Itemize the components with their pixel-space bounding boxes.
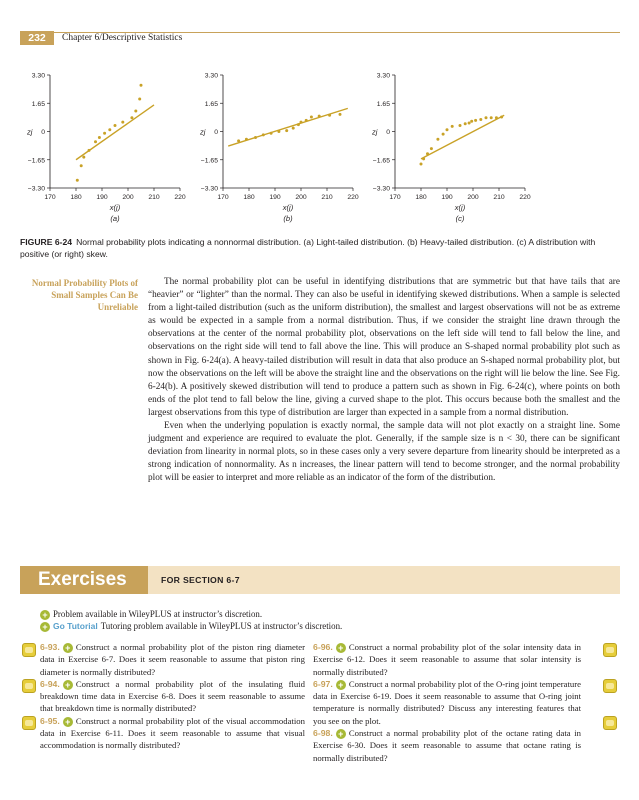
exercise-6-93 [40, 641, 305, 678]
data-point [300, 121, 303, 124]
data-point [470, 120, 473, 123]
panel-label: (c) [455, 214, 465, 223]
y-tick-label: 0 [41, 129, 45, 136]
data-point [468, 121, 471, 124]
data-point [237, 139, 240, 142]
y-tick-label: 1.65 [376, 100, 390, 108]
body-paragraph-1: The normal probability plot can be useful in identifying distributions that are symmetric but that have tails that are “heavier” or “lighter” than the normal. They can also be useful in identifying skewed distributions. When a sample is selected from a light-tailed distribution (such as the uniform distribution), the smallest and largest observations will not be as extreme as would be expected in a sample from a normal distribution. Thus, if we consider the straight line drawn through the observations at the center of the normal probability plot, observations on the left side will tend to fall below the line, and observations on the right side will tend to fall above the line. This will produce an S-shaped normal probability plot such as shown in Fig. 6-24(a). A heavy-tailed distribution will result in data that also produce an S-shaped normal probability plot, but now the observations on the left will be above the straight line and the observations on the right will lie below the line. See Fig. 6-24(b). A positively skewed distribution will tend to produce a pattern such as shown in Fig. 6-24(c), where points on both ends of the plot tend to fall below the line, giving a curved shape to the plot. This occurs because both the smallest and the largest observations from this type of distribution are larger than expected in a sample from a normal distribution. [148, 277, 620, 418]
x-tick-label: 200 [295, 194, 307, 201]
data-point [297, 123, 300, 126]
data-point [134, 109, 137, 112]
exercise-6-98 [313, 727, 581, 764]
y-tick-label: −1.65 [372, 157, 390, 165]
x-tick-label: 200 [467, 194, 479, 201]
exercise-text: Construct a normal probability plot of the piston ring diameter data in Exercise 6-7. Does it seem reasonable to assume that piston ring diameter is normally distributed? [40, 642, 305, 677]
legend-tutorial [40, 620, 342, 632]
page-number: 232 [20, 31, 54, 45]
exercise-number: 6-93. [40, 642, 60, 652]
data-point [292, 127, 295, 130]
y-tick-label: 3.30 [376, 72, 390, 80]
x-tick-label: 190 [269, 194, 281, 201]
data-point [285, 129, 288, 132]
plus-icon: + [63, 680, 73, 690]
x-tick-label: 210 [321, 194, 333, 201]
x-tick-label: 180 [243, 194, 255, 201]
data-point [420, 163, 423, 166]
figure-6-24a-plot [20, 63, 195, 228]
x-tick-label: 210 [148, 194, 160, 201]
data-point [446, 128, 449, 131]
margin-heading: Normal Probability Plots of Small Samples Can Be Unreliable [31, 278, 138, 312]
data-point [130, 116, 133, 119]
data-point [430, 147, 433, 150]
exercise-6-94 [40, 678, 305, 715]
exercises-banner [20, 566, 620, 594]
y-tick-label: 3.30 [31, 72, 45, 80]
exercises-section: FOR SECTION 6-7 [161, 575, 240, 585]
y-tick-label: −3.30 [200, 185, 218, 193]
x-tick-label: 220 [174, 194, 186, 201]
y-axis-label: zj [200, 127, 206, 137]
normal-plot-a [20, 63, 195, 228]
data-point [490, 116, 493, 119]
body-paragraph-2: Even when the underlying population is exactly normal, the sample data will not plot exactly on a straight line. Some judgment and experience are required to evaluate the plot. Generally, if the sample size is n < 30, there can be significant deviation from linearity in normal plots, so in these cases only a very severe departure from linearity should be interpreted as a strong indication of nonnormality. As n increases, the linear pattern will tend to become stronger, and the normal probability plot will be easier to interpret and more reliable as an indicator of the form of the distribution. [148, 421, 620, 484]
y-tick-label: −3.30 [372, 185, 390, 193]
data-point [140, 84, 143, 87]
figure-caption-text: Normal probability plots indicating a nonnormal distribution. (a) Light-tailed distribution. (b) Heavy-tailed distribution. (c) A distribution with positive (or right) skew. [20, 237, 596, 259]
figure-label: FIGURE 6-24 [20, 237, 73, 247]
y-axis-label: zj [27, 127, 33, 137]
plus-icon: + [40, 610, 50, 620]
book-icon [22, 716, 36, 730]
book-icon [603, 679, 617, 693]
normal-plot-b [193, 63, 368, 228]
exercise-text: Construct a normal probability plot of the O-ring joint temperature data in Exercise 6-19. Does it seem reasonable to assume that O-ring joint temperature is normally distributed? Discuss any interesting features that you see on the plot. [313, 678, 581, 726]
x-tick-label: 210 [493, 194, 505, 201]
data-point [328, 114, 331, 117]
exercises-right-column [313, 641, 581, 764]
body-text [148, 276, 620, 486]
data-point [422, 157, 425, 160]
exercise-text: Construct a normal probability plot of the visual accommodation data in Exercise 6-11. Does it seem reasonable to assume that visual accommodation is normally distributed? [40, 715, 305, 751]
exercises-title: Exercises [20, 566, 148, 594]
legend-line-1: Problem available in WileyPLUS at instructor’s discretion. [53, 609, 263, 619]
data-point [479, 118, 482, 121]
go-tutorial-link[interactable]: Go Tutorial [53, 621, 98, 631]
figure-6-24c-plot [365, 63, 540, 228]
x-axis-label: x(j) [282, 203, 294, 212]
x-tick-label: 170 [217, 194, 229, 201]
data-point [459, 124, 462, 127]
y-tick-label: 0 [214, 129, 218, 136]
y-axis-label: zj [372, 127, 378, 137]
data-point [254, 136, 257, 139]
exercise-number: 6-95. [40, 715, 60, 726]
data-point [98, 136, 101, 139]
exercise-number: 6-94. [40, 678, 60, 689]
data-point [436, 138, 439, 141]
x-tick-label: 170 [44, 194, 56, 201]
exercise-6-96 [313, 641, 581, 678]
x-tick-label: 180 [415, 194, 427, 201]
y-tick-label: 0 [386, 129, 390, 136]
data-point [103, 132, 106, 135]
data-point [451, 125, 454, 128]
exercise-text: Construct a normal probability plot of the solar intensity data in Exercise 6-12. Does it seem reasonable to assume that solar intensity is normally distributed? [313, 642, 581, 677]
normal-plot-c [365, 63, 540, 228]
exercise-number: 6-96. [313, 642, 333, 652]
data-point [305, 119, 308, 122]
exercise-text: Construct a normal probability plot of the octane rating data in Exercise 6-30. Does it seem reasonable to assume that octane rating is normally distributed? [313, 728, 581, 763]
data-point [442, 133, 445, 136]
reference-line [421, 115, 504, 159]
data-point [485, 116, 488, 119]
book-icon [22, 679, 36, 693]
figure-caption [20, 236, 620, 260]
book-icon [603, 643, 617, 657]
data-point [277, 130, 280, 133]
exercise-text: Construct a normal probability plot of the insulating fluid breakdown time data in Exercise 6-8. Does it seem reasonable to assume that breakdown time is normally distributed? [40, 678, 305, 714]
plus-icon: + [336, 643, 346, 653]
reference-line [76, 105, 154, 160]
x-axis-label: x(j) [109, 203, 121, 212]
x-tick-label: 220 [347, 194, 359, 201]
y-tick-label: 1.65 [204, 100, 218, 108]
plus-icon: + [63, 643, 73, 653]
exercise-6-97 [313, 678, 581, 727]
y-tick-label: −1.65 [27, 157, 45, 165]
data-point [339, 113, 342, 116]
panel-label: (b) [283, 214, 293, 223]
exercise-6-95 [40, 715, 305, 752]
book-icon [22, 643, 36, 657]
y-tick-label: 3.30 [204, 72, 218, 80]
panel-label: (a) [110, 214, 120, 223]
x-tick-label: 190 [441, 194, 453, 201]
x-axis-label: x(j) [454, 203, 466, 212]
y-tick-label: 1.65 [31, 100, 45, 108]
data-point [80, 164, 83, 167]
data-point [426, 152, 429, 155]
data-point [76, 179, 79, 182]
plus-icon: + [336, 680, 346, 690]
y-tick-label: −3.30 [27, 185, 45, 193]
data-point [474, 119, 477, 122]
data-point [318, 115, 321, 118]
x-tick-label: 190 [96, 194, 108, 201]
data-point [94, 140, 97, 143]
data-point [108, 128, 111, 131]
x-tick-label: 220 [519, 194, 531, 201]
data-point [114, 124, 117, 127]
exercises-left-column [40, 641, 305, 752]
data-point [310, 115, 313, 118]
data-point [262, 133, 265, 136]
data-point [464, 122, 467, 125]
x-tick-label: 200 [122, 194, 134, 201]
data-point [138, 97, 141, 100]
data-point [500, 115, 503, 118]
data-point [121, 121, 124, 124]
legend-wileyplus [40, 608, 262, 620]
x-tick-label: 180 [70, 194, 82, 201]
y-tick-label: −1.65 [200, 157, 218, 165]
plus-icon: + [40, 622, 50, 632]
plus-icon: + [336, 729, 346, 739]
book-icon [603, 716, 617, 730]
data-point [495, 116, 498, 119]
data-point [270, 132, 273, 135]
data-point [245, 138, 248, 141]
exercise-number: 6-97. [313, 678, 333, 689]
figure-6-24b-plot [193, 63, 368, 228]
chapter-title: Chapter 6/Descriptive Statistics [62, 33, 183, 43]
data-point [88, 149, 91, 152]
x-tick-label: 170 [389, 194, 401, 201]
legend-line-2: Tutoring problem available in WileyPLUS at instructor’s discretion. [100, 621, 343, 631]
exercise-number: 6-98. [313, 728, 333, 739]
plus-icon: + [63, 717, 73, 727]
data-point [82, 156, 85, 159]
